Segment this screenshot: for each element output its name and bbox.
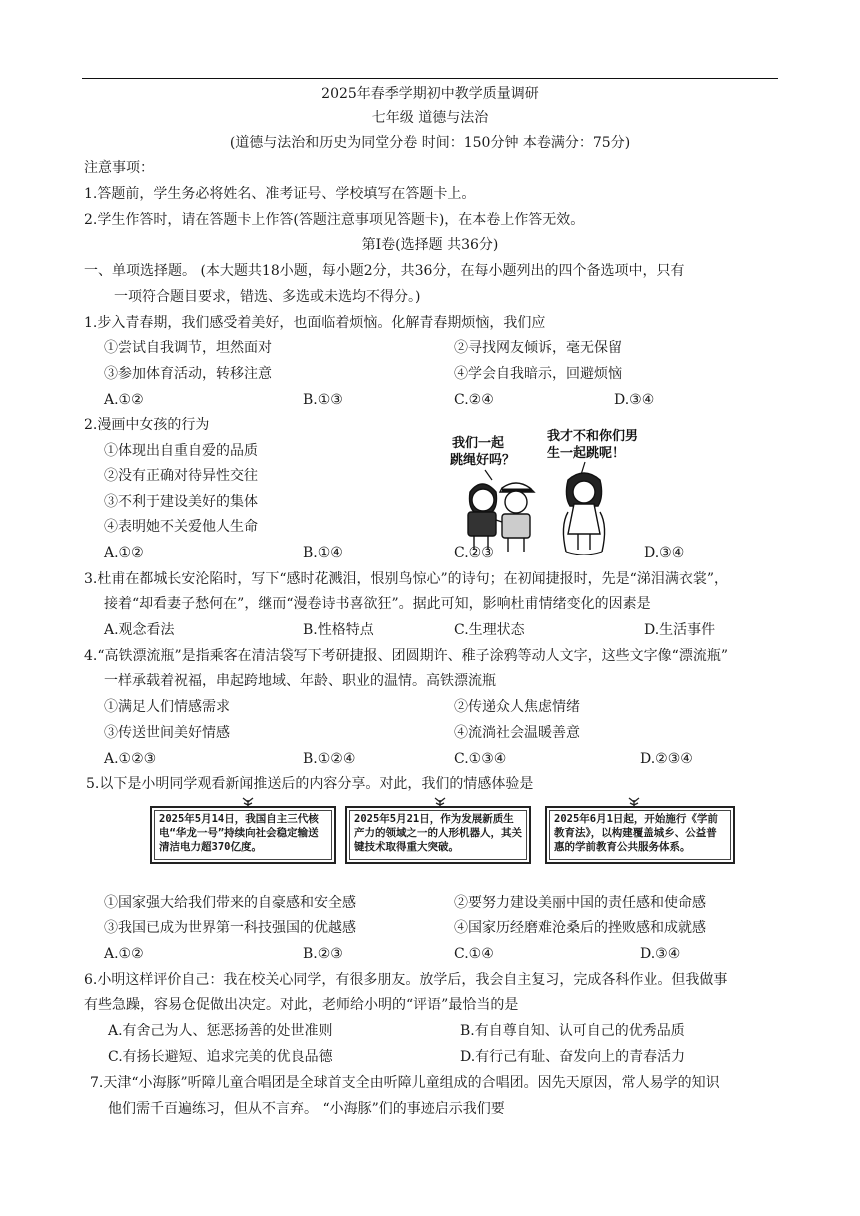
q4-statement-2: ②传递众人焦虑情绪: [454, 699, 580, 715]
q1-stem: 1.步入青春期，我们感受着美好，也面临着烦恼。化解青春期烦恼，我们应: [84, 315, 546, 331]
top-rule: [82, 78, 778, 79]
q3-stem-line1: 3.杜甫在都城长安沦陷时，写下“感时花溅泪，恨别鸟惊心”的诗句；在初闻捷报时，先是“涕泪满衣裳”，: [84, 571, 728, 587]
q7-stem-line2: 他们需千百遍练习，但从不言弃。 “小海豚”们的事迹启示我们要: [108, 1101, 505, 1117]
exam-subject: 七年级 道德与法治: [371, 110, 489, 126]
notice-item-2: 2.学生作答时，请在答题卡上作答(答题注意事项见答题卡)，在本卷上作答无效。: [84, 212, 585, 228]
q2-option-d: D.③④: [644, 545, 685, 561]
section-title: 第Ⅰ卷(选择题 共36分): [361, 237, 499, 253]
q5-option-a: A.①②: [104, 946, 144, 962]
q2-stem: 2.漫画中女孩的行为: [84, 417, 210, 433]
news-card-3-text: 2025年6月1日起，开始施行《学前教育法》，以构建覆盖城乡、公益普惠的学前教育公共服务体系。: [554, 813, 718, 853]
q4-stem-line2: 一样承载着祝福，串起跨地域、年龄、职业的温情。高铁漂流瓶: [104, 673, 496, 689]
q6-option-c: C.有扬长避短、追求完美的优良品德: [108, 1049, 333, 1065]
section-instruction-cont: 一项符合题目要求，错选、多选或未选均不得分。): [114, 289, 421, 305]
q2-statement-4: ④表明她不关爱他人生命: [104, 519, 258, 535]
q4-option-b: B.①②④: [303, 751, 356, 767]
notice-item-1: 1.答题前，学生务必将姓名、准考证号、学校填写在答题卡上。: [84, 186, 476, 202]
q5-stem: 5.以下是小明同学观看新闻推送后的内容分享。对此，我们的情感体验是: [86, 776, 534, 792]
q5-statement-4: ④国家历经磨难沧桑后的挫败感和成就感: [454, 920, 706, 936]
q1-option-c: C.②④: [454, 392, 494, 408]
q1-statement-2: ②寻找网友倾诉，毫无保留: [454, 340, 622, 356]
notice-heading: 注意事项：: [84, 160, 154, 176]
q2-option-a: A.①②: [104, 545, 144, 561]
q2-option-b: B.①④: [303, 545, 343, 561]
comic-girl: [563, 473, 604, 555]
q5-statement-2: ②要努力建设美丽中国的责任感和使命感: [454, 895, 706, 911]
q3-option-d: D.生活事件: [644, 622, 716, 638]
comic-bubble-girl-line2: 生一起跳呢！: [547, 446, 626, 461]
q3-option-c: C.生理状态: [454, 622, 525, 638]
q6-option-d: D.有行己有耻、奋发向上的青春活力: [460, 1049, 686, 1065]
exam-title: 2025年春季学期初中教学质量调研: [321, 86, 539, 102]
q4-option-a: A.①②③: [104, 751, 157, 767]
q4-option-c: C.①③④: [454, 751, 507, 767]
q3-option-b: B.性格特点: [303, 622, 374, 638]
exam-note: (道德与法治和历史为同堂分卷 时间：150分钟 本卷满分：75分): [229, 135, 631, 151]
news-card-1: [150, 806, 336, 864]
q2-statement-1: ①体现出自重自爱的品质: [104, 443, 258, 459]
news-card-1-text: 2025年5月14日，我国自主三代核电“华龙一号”持续向社会稳定输送清洁电力超370亿度。: [159, 813, 319, 853]
q1-option-a: A.①②: [104, 392, 144, 408]
q1-statement-4: ④学会自我暗示，回避烦恼: [454, 366, 622, 382]
q5-option-c: C.①④: [454, 946, 494, 962]
q4-stem-line1: 4.“高铁漂流瓶”是指乘客在清洁袋写下考研捷报、团圆期许、稚子涂鸦等动人文字，这些文字像“漂流瓶”: [84, 648, 728, 664]
q1-statement-1: ①尝试自我调节，坦然面对: [104, 340, 272, 356]
q5-option-d: D.③④: [640, 946, 681, 962]
q4-statement-4: ④流淌社会温暖善意: [454, 725, 580, 741]
comic-bubble-boy-line2: 跳绳好吗？: [450, 453, 516, 468]
news-card-2: [345, 806, 531, 864]
q1-option-b: B.①③: [303, 392, 343, 408]
q3-stem-line2: 接着“却看妻子愁何在”，继而“漫卷诗书喜欲狂”。据此可知，影响杜甫情绪变化的因素是: [104, 596, 651, 612]
q6-stem-line1: 6.小明这样评价自己：我在校关心同学，有很多朋友。放学后，我会自主复习，完成各科作业。但我做事: [84, 972, 728, 988]
q2-statement-3: ③不利于建设美好的集体: [104, 494, 258, 510]
q2-option-c: C.②③: [454, 545, 494, 561]
q5-statement-3: ③我国已成为世界第一科技强国的优越感: [104, 920, 356, 936]
q6-stem-line2: 有些急躁，容易仓促做出决定。对此，老师给小明的“评语”最恰当的是: [84, 997, 519, 1013]
q6-option-b: B.有自尊自知、认可自己的优秀品质: [460, 1023, 685, 1039]
news-card-3: [545, 806, 735, 864]
q5-option-b: B.②③: [303, 946, 343, 962]
news-card-2-text: 2025年5月21日，作为发展新质生产力的领域之一的人形机器人，其关键技术取得重大突破。: [354, 813, 522, 853]
q6-option-a: A.有舍己为人、惩恶扬善的处世准则: [108, 1023, 333, 1039]
q1-statement-3: ③参加体育活动，转移注意: [104, 366, 272, 382]
q4-option-d: D.②③④: [640, 751, 693, 767]
comic-bubble-girl-line1: 我才不和你们男: [547, 429, 639, 444]
q3-option-a: A.观念看法: [104, 622, 175, 638]
q7-stem-line1: 7.天津“小海豚”听障儿童合唱团是全球首支全由听障儿童组成的合唱团。因先天原因，常人易学的知识: [90, 1075, 720, 1091]
q4-statement-3: ③传送世间美好情感: [104, 725, 230, 741]
comic-illustration: [440, 420, 690, 555]
q4-statement-1: ①满足人们情感需求: [104, 699, 230, 715]
section-instruction: 一、单项选择题。 (本大题共18小题，每小题2分，共36分，在每小题列出的四个备选项中，只有: [84, 263, 685, 279]
q2-statement-2: ②没有正确对待异性交往: [104, 468, 258, 484]
q5-statement-1: ①国家强大给我们带来的自豪感和安全感: [104, 895, 356, 911]
comic-bubble-boy-line1: 我们一起: [452, 436, 505, 451]
comic-boy-2: [500, 483, 534, 552]
q1-option-d: D.③④: [614, 392, 655, 408]
